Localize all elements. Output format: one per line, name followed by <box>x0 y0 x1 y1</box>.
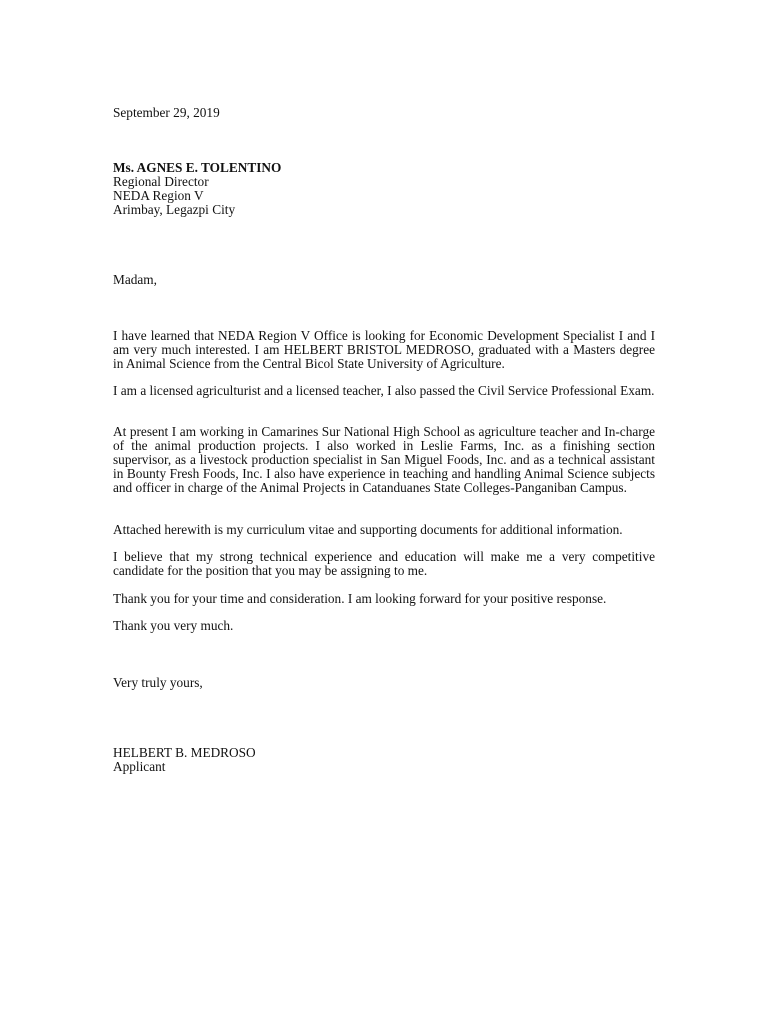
body-paragraph: Attached herewith is my curriculum vitae and supporting documents for additional information. <box>113 522 623 537</box>
recipient-name: Ms. AGNES E. TOLENTINO <box>113 160 282 175</box>
closing: Very truly yours, <box>113 675 203 690</box>
letter-date: September 29, 2019 <box>113 105 220 120</box>
body-paragraph: Thank you very much. <box>113 618 234 633</box>
recipient-block <box>113 161 655 217</box>
recipient-organization: NEDA Region V <box>113 188 204 203</box>
signature-name: HELBERT B. MEDROSO <box>113 745 256 760</box>
signature-block <box>113 746 655 774</box>
salutation: Madam, <box>113 272 157 287</box>
recipient-address: Arimbay, Legazpi City <box>113 202 236 217</box>
body-paragraph: Thank you for your time and consideration. I am looking forward for your positive response. <box>113 591 607 606</box>
body-paragraph: I am a licensed agriculturist and a licensed teacher, I also passed the Civil Service Professional Exam. <box>113 383 655 398</box>
body-paragraph: I believe that my strong technical experience and education will make me a very competitive candidate for the position that you may be assigning to me. <box>113 549 655 578</box>
body-paragraph: At present I am working in Camarines Sur National High School as agriculture teacher and In-charge of the animal production projects. I also worked in Leslie Farms, Inc. as a finishing section supervisor, as a livestock production specialist in San Miguel Foods, Inc. and as a technical assistant in Bounty Fresh Foods, Inc. I also have experience in teaching and handling Animal Science subjects and officer in charge of the Animal Projects in Catanduanes State Colleges-Panganiban Campus. <box>113 424 655 495</box>
body-paragraph: I have learned that NEDA Region V Office is looking for Economic Development Specialist I and I am very much interested. I am HELBERT BRISTOL MEDROSO, graduated with a Masters degree in Animal Science from the Central Bicol State University of Agriculture. <box>113 328 655 371</box>
recipient-title: Regional Director <box>113 174 209 189</box>
signature-role: Applicant <box>113 759 166 774</box>
